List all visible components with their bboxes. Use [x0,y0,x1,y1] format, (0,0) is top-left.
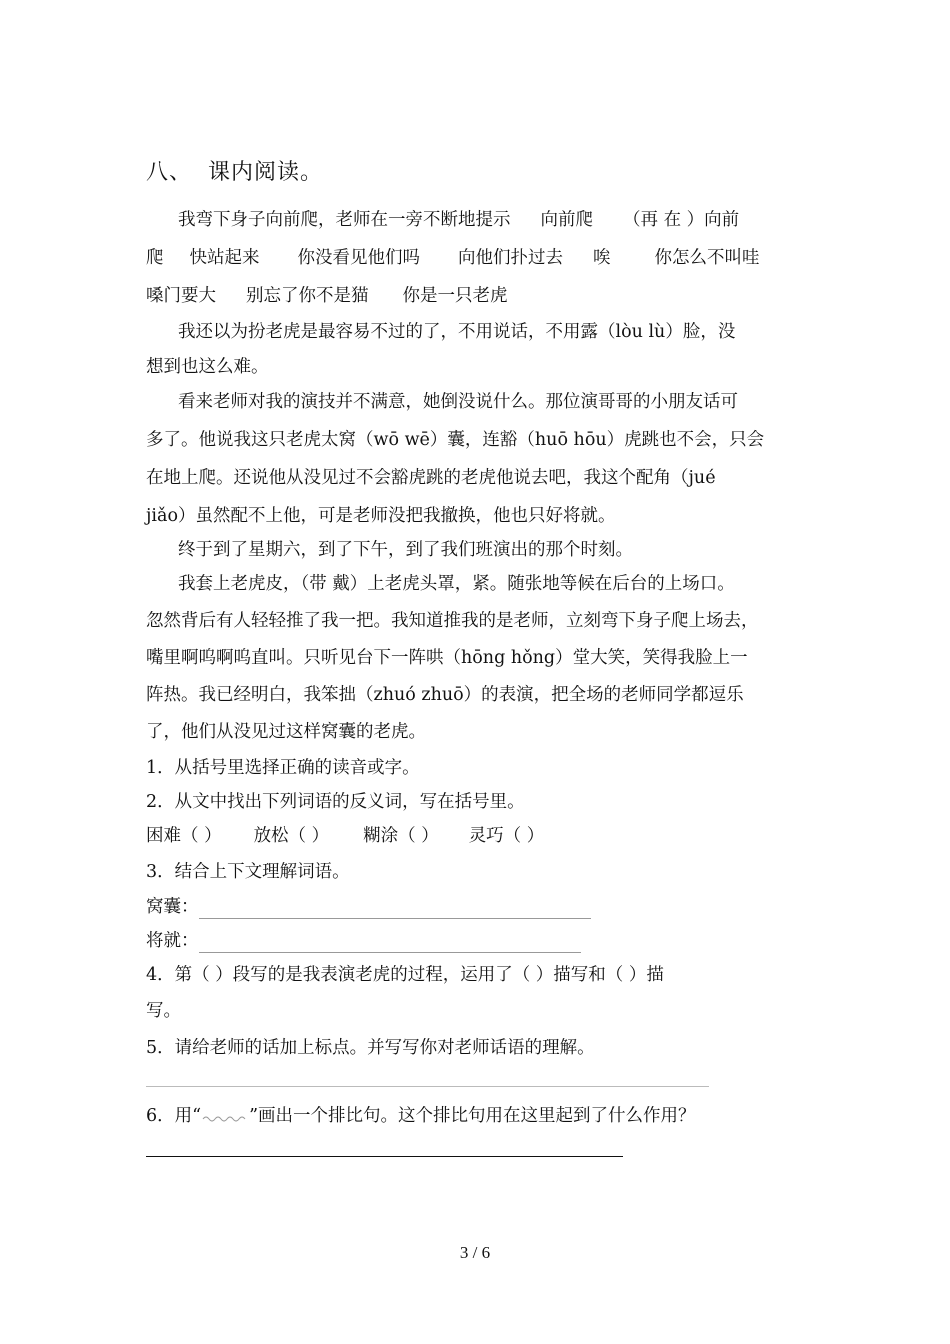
question-4-cont: 写。 [146,1001,181,1021]
section-title: 课内阅读。 [208,160,324,185]
passage-line [146,284,804,308]
passage-line: 看来老师对我的演技并不满意，她倒没说什么。那位演哥哥的小朋友话可 [178,392,738,412]
question-5: 5．请给老师的话加上标点。并写写你对老师话语的理解。 [146,1038,595,1058]
antonym-items [146,824,804,848]
passage-text: 别忘了你不是猫 [246,286,369,306]
question-1: 1．从括号里选择正确的读音或字。 [146,758,420,778]
wavy-underline-icon [201,1111,249,1123]
q3-answer-line-2 [146,929,581,953]
q3-answer-line-1 [146,895,591,919]
passage-text: 嗓门要大 [146,286,216,306]
passage-line: 想到也这么难。 [146,357,269,377]
section-heading [146,155,323,186]
question-3: 3．结合上下文理解词语。 [146,862,350,882]
antonym-blank[interactable]: 放松（ ） [253,826,330,846]
question-6 [146,1104,804,1128]
section-number: 八、 [146,160,193,185]
question-6-text: 6．用“ [146,1106,202,1126]
passage-text: 我弯下身子向前爬，老师在一旁不断地提示 [178,210,511,230]
term-label: 窝囊： [146,897,199,917]
passage-text: 向前爬 [540,210,593,230]
passage-line [146,246,804,270]
q6-answer-line[interactable] [146,1156,623,1157]
passage-line: 了，他们从没见过这样窝囊的老虎。 [146,722,426,742]
antonym-blank[interactable]: 灵巧（ ） [468,826,545,846]
choice-bracket: （再 在 ）向前 [623,210,740,230]
antonym-blank[interactable]: 困难（ ） [146,826,222,846]
passage-text: 你是一只老虎 [402,286,508,306]
passage-text: 你没看见他们吗 [297,248,420,268]
passage-line [178,208,804,232]
passage-line: 嘴里啊呜啊呜直叫。只听见台下一阵哄（hōng hǒng）堂大笑，笑得我脸上一 [146,648,748,668]
question-4: 4．第（ ）段写的是我表演老虎的过程，运用了（ ）描写和（ ）描 [146,965,664,985]
question-2: 2．从文中找出下列词语的反义词，写在括号里。 [146,792,525,812]
passage-line: 终于到了星期六，到了下午，到了我们班演出的那个时刻。 [178,540,633,560]
term-label: 将就： [146,931,199,951]
passage-line: 在地上爬。还说他从没见过不会豁虎跳的老虎他说去吧，我这个配角（jué [146,468,716,488]
page-number: 3 / 6 [459,1243,491,1262]
passage-text: 爬 [146,248,164,268]
answer-blank[interactable] [199,904,591,919]
passage-text: 快站起来 [189,248,260,268]
passage-line: jiǎo）虽然配不上他，可是老师没把我撤换，他也只好将就。 [146,506,616,526]
passage-line: 多了。他说我这只老虎太窝（wō wē）囊，连豁（huō hōu）虎跳也不会，只会 [146,430,765,450]
passage-line: 阵热。我已经明白，我笨拙（zhuó zhuō）的表演，把全场的老师同学都逗乐 [146,685,744,705]
passage-text: 向他们扑过去 [458,248,563,268]
passage-line: 我还以为扮老虎是最容易不过的了，不用说话，不用露（lòu lù）脸，没 [178,322,736,342]
answer-blank[interactable] [199,938,581,953]
passage-line: 我套上老虎皮，（带 戴）上老虎头罩，紧。随张地等候在后台的上场口。 [178,574,735,594]
question-6-text: ”画出一个排比句。这个排比句用在这里起到了什么作用？ [249,1106,696,1126]
q5-answer-line[interactable] [146,1086,709,1087]
passage-line: 忽然背后有人轻轻推了我一把。我知道推我的是老师，立刻弯下身子爬上场去， [146,611,759,631]
passage-text: 唉 [593,248,611,268]
passage-text: 你怎么不叫哇 [654,248,760,268]
antonym-blank[interactable]: 糊涂（ ） [363,826,439,846]
